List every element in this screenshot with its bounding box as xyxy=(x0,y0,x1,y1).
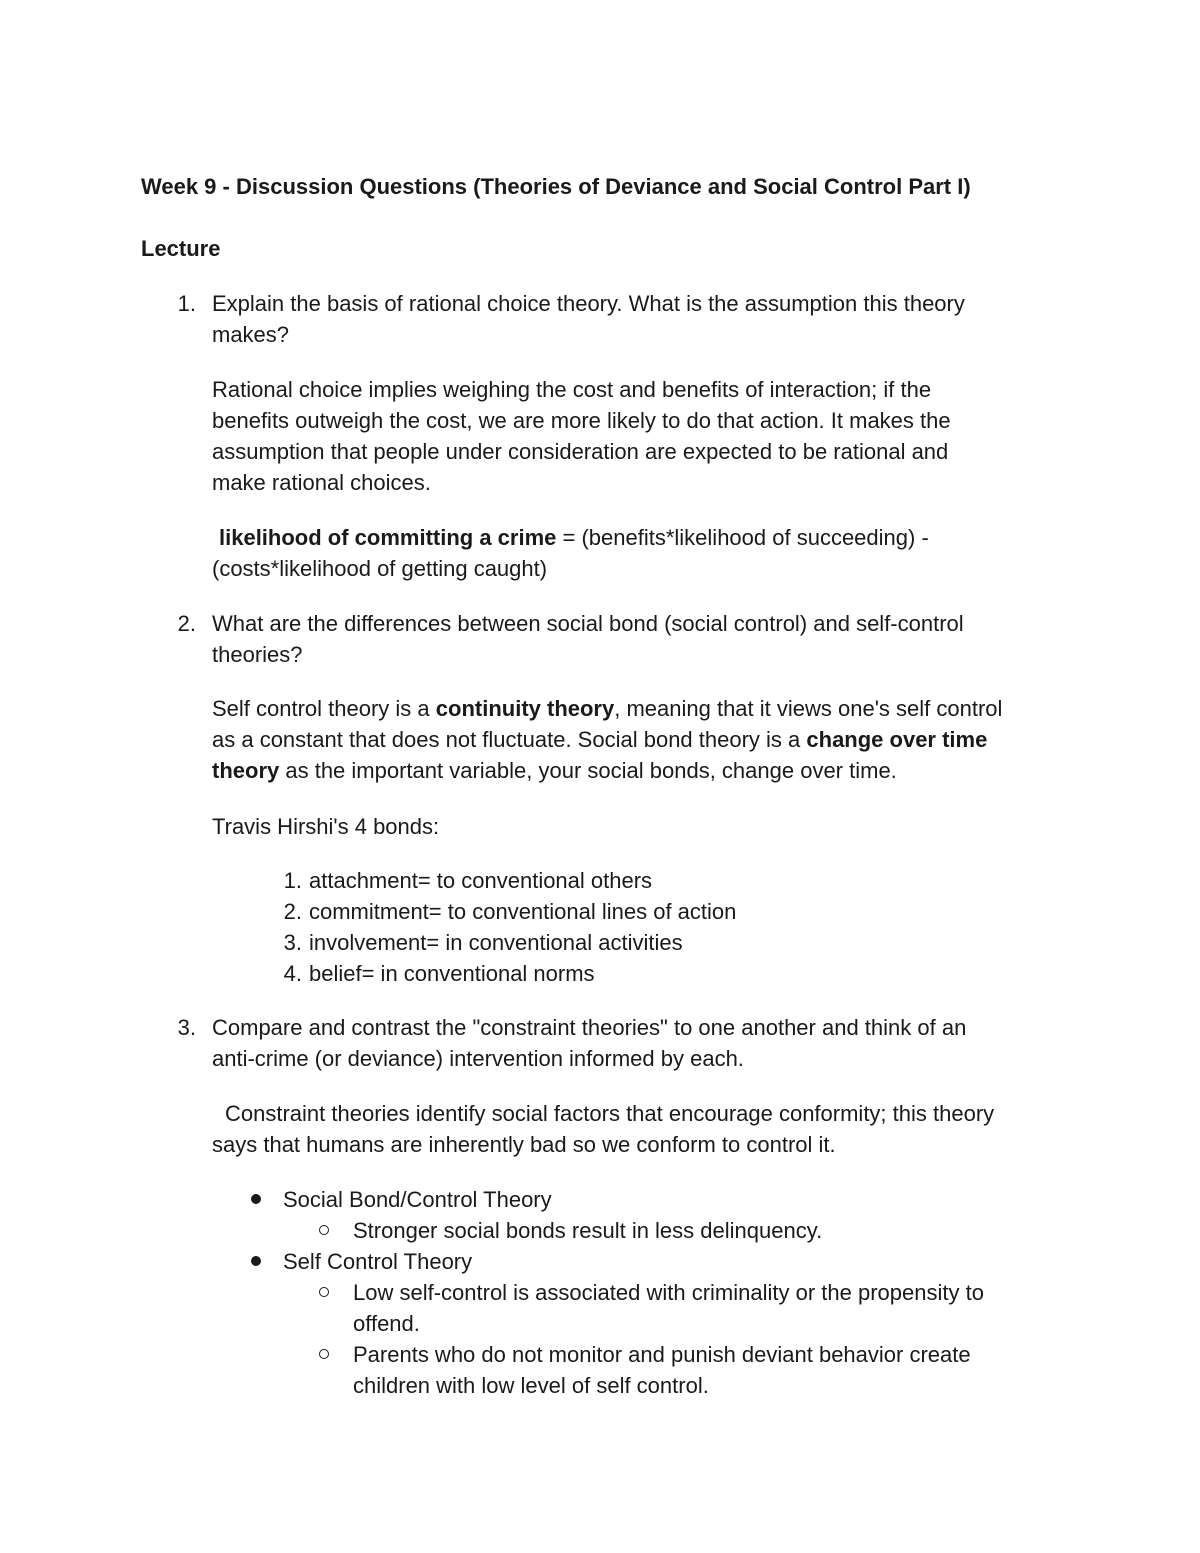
bold-term: change over time xyxy=(806,727,988,752)
document-title: Week 9 - Discussion Questions (Theories of Deviance and Social Control Part I) xyxy=(141,174,971,199)
sub-bullet-icon xyxy=(319,1287,329,1297)
text-run: , meaning that it views one's self control xyxy=(614,696,1003,721)
sub-bullet-item: Low self-control is associated with criminality or the propensity to xyxy=(353,1280,984,1305)
q1-question-line: Explain the basis of rational choice theory. What is the assumption this theory xyxy=(212,291,965,316)
bullet-icon xyxy=(251,1256,261,1266)
q1-answer-line: make rational choices. xyxy=(212,470,431,495)
q1-answer-line: Rational choice implies weighing the cost and benefits of interaction; if the xyxy=(212,377,932,402)
q2-question-line: What are the differences between social bond (social control) and self-control xyxy=(212,611,964,636)
q3-number: 3. xyxy=(177,1015,196,1040)
bullet-icon xyxy=(251,1194,261,1204)
q1-answer-line: benefits outweigh the cost, we are more likely to do that action. It makes the xyxy=(212,408,951,433)
sub-bullet-item: offend. xyxy=(353,1311,420,1336)
q1-formula-term: likelihood of committing a crime xyxy=(219,525,557,550)
q1-formula xyxy=(219,522,929,553)
bond-number: 1. xyxy=(283,868,302,893)
sub-bullet-icon xyxy=(319,1225,329,1235)
q1-number: 1. xyxy=(177,291,196,316)
text-run: Self control theory is a xyxy=(212,696,436,721)
q2-answer-line xyxy=(212,755,897,786)
bullet-item: Social Bond/Control Theory xyxy=(283,1187,552,1212)
sub-bullet-item: Stronger social bonds result in less delinquency. xyxy=(353,1218,823,1243)
section-heading: Lecture xyxy=(141,236,221,261)
bold-term: continuity theory xyxy=(435,696,615,721)
q1-question-line: makes? xyxy=(212,322,290,347)
sub-bullet-item: children with low level of self control. xyxy=(353,1373,709,1398)
bonds-heading: Travis Hirshi's 4 bonds: xyxy=(212,814,440,839)
bold-term: theory xyxy=(212,758,280,783)
bond-number: 2. xyxy=(283,899,302,924)
q3-question-line: anti-crime (or deviance) intervention informed by each. xyxy=(212,1046,744,1071)
q3-answer-line: Constraint theories identify social factors that encourage conformity; this theory xyxy=(225,1101,995,1126)
q1-formula-line2: (costs*likelihood of getting caught) xyxy=(212,556,548,581)
bond-number: 4. xyxy=(283,961,302,986)
bond-item: commitment= to conventional lines of action xyxy=(309,899,737,924)
bullet-item: Self Control Theory xyxy=(283,1249,473,1274)
q3-question-line: Compare and contrast the "constraint theories" to one another and think of an xyxy=(212,1015,967,1040)
bond-number: 3. xyxy=(283,930,302,955)
q2-answer-line xyxy=(212,724,987,755)
text-run: as a constant that does not fluctuate. Social bond theory is a xyxy=(212,727,807,752)
q3-answer-line: says that humans are inherently bad so we conform to control it. xyxy=(212,1132,836,1157)
bond-item: attachment= to conventional others xyxy=(309,868,653,893)
q2-number: 2. xyxy=(177,611,196,636)
bond-item: belief= in conventional norms xyxy=(309,961,595,986)
q2-question-line: theories? xyxy=(212,642,303,667)
bond-item: involvement= in conventional activities xyxy=(309,930,683,955)
q1-formula-expression: = (benefits*likelihood of succeeding) - xyxy=(556,525,929,550)
sub-bullet-icon xyxy=(319,1349,329,1359)
q2-answer-line xyxy=(212,693,1002,724)
q1-answer-line: assumption that people under consideration are expected to be rational and xyxy=(212,439,949,464)
text-run: as the important variable, your social bonds, change over time. xyxy=(279,758,897,783)
sub-bullet-item: Parents who do not monitor and punish deviant behavior create xyxy=(353,1342,971,1367)
